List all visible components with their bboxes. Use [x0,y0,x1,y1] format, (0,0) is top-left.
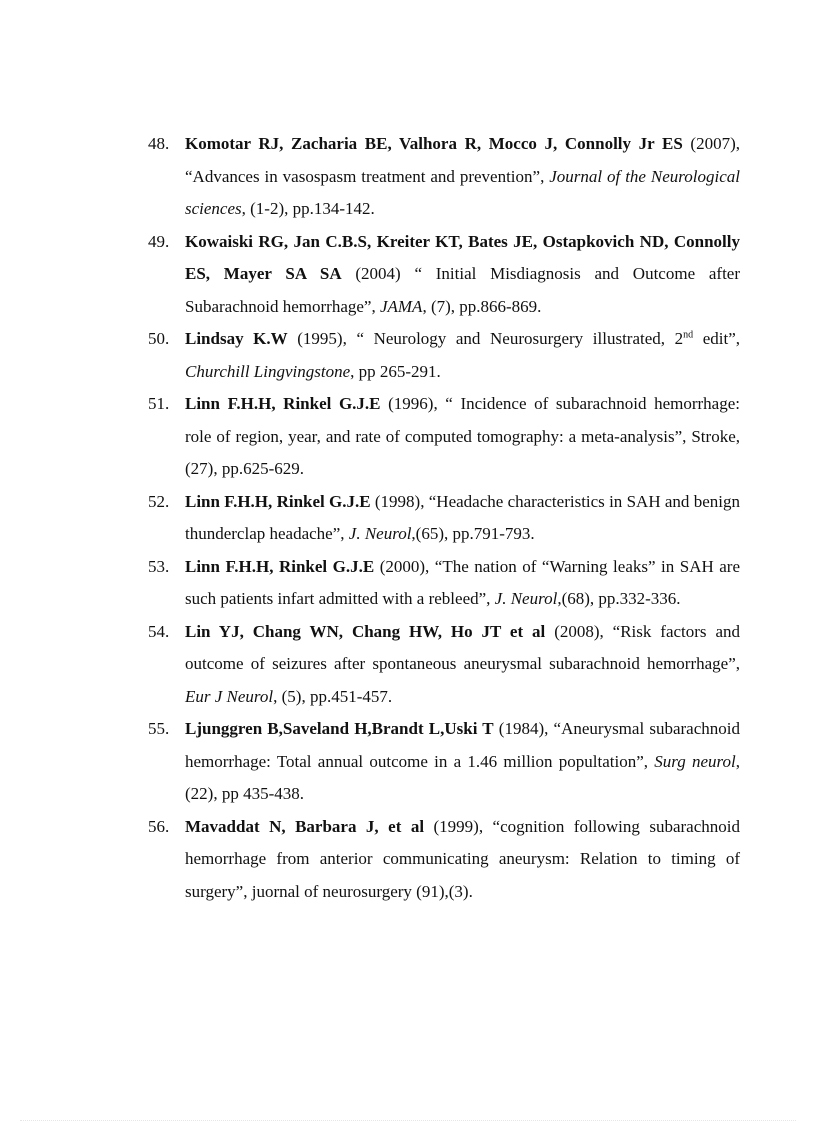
page-bottom-divider [20,1120,796,1121]
reference-authors: Lindsay K.W [185,329,288,348]
reference-item [148,551,740,616]
reference-number: 56. [148,816,170,836]
reference-item [148,128,740,226]
reference-details: ,(68), pp.332-336. [557,589,681,608]
reference-number: 49. [148,231,170,251]
reference-authors: Linn F.H.H, Rinkel G.J.E [185,394,381,413]
reference-item [148,811,740,909]
reference-item [148,713,740,811]
reference-authors: Mavaddat N, Barbara J, et al [185,816,425,836]
reference-details: ,(65), pp.791-793. [411,524,535,543]
reference-text: (1995), “ Neurology and Neurosurgery illustrated, 2 [287,329,684,348]
reference-text: (2008), “Risk factors and outcome of seizures after spontaneous aneurysmal subarachnoid hemorrhage”, [185,621,741,673]
reference-authors: Kowaiski RG, Jan C.B.S, Kreiter KT, Bates JE, Ostapkovich ND, Connolly ES, Mayer SA SA [185,231,740,283]
reference-list [148,128,740,908]
reference-item [148,486,740,551]
reference-details: , (7), pp.866-869. [422,296,542,316]
reference-text: (1984), “Aneurysmal subarachnoid hemorrhage: Total annual outcome in a 1.46 million popultation”, [185,719,740,771]
reference-item [148,323,740,388]
reference-details: , (1-2), pp.134-142. [241,199,375,218]
reference-text: (2004) “ Initial Misdiagnosis and Outcome after Subarachnoid hemorrhage”, [185,264,740,316]
reference-number: 54. [148,621,170,641]
reference-authors: Lin YJ, Chang WN, Chang HW, Ho JT et al [185,621,546,641]
reference-authors: Komotar RJ, Zacharia BE, Valhora R, Mocco J, Connolly Jr ES [185,134,683,153]
reference-text-cont: edit”, [693,329,741,348]
reference-journal: J. Neurol [348,524,412,543]
reference-number: 55. [148,719,170,738]
reference-journal: Surg neurol [654,751,736,771]
reference-number: 52. [148,491,170,511]
reference-authors: Linn F.H.H, Rinkel G.J.E [185,491,371,511]
reference-text: (1998), “Headache characteristics in SAH and benign thunderclap headache”, [185,491,740,543]
reference-number: 48. [148,134,170,153]
reference-authors: Ljunggren B,Saveland H,Brandt L,Uski T [185,719,494,738]
reference-journal: Journal of the Neurological sciences [185,166,740,218]
reference-journal: Eur J Neurol [185,686,274,706]
reference-superscript: nd [683,329,694,341]
reference-item [148,616,740,714]
reference-journal: Churchill Lingvingstone [185,361,351,381]
reference-details: , (22), pp 435-438. [185,751,740,803]
reference-journal: J. Neurol [494,589,558,608]
reference-authors: Linn F.H.H, Rinkel G.J.E [185,556,375,576]
reference-details: , pp 265-291. [350,361,441,381]
reference-item [148,388,740,486]
reference-text: (2000), “The nation of “Warning leaks” in SAH are such patients infart admitted with a rebleed”, [185,556,740,608]
reference-details: , (5), pp.451-457. [273,686,393,706]
reference-journal: JAMA [379,296,423,316]
reference-number: 50. [148,329,170,348]
reference-number: 51. [148,394,170,413]
reference-text: (1996), “ Incidence of subarachnoid hemorrhage: role of region, year, and rate of computed tomography: a meta-analysis”, Stroke, (27), pp.625-629. [185,394,741,478]
reference-text: (1999), “cognition following subarachnoid hemorrhage from anterior communicating aneurysm: Relation to timing of surgery”, juornal of neurosurgery (91),(3). [185,816,740,901]
reference-item [148,226,740,324]
reference-number: 53. [148,556,170,576]
reference-text: (2007), “Advances in vasospasm treatment and prevention”, [185,134,740,186]
